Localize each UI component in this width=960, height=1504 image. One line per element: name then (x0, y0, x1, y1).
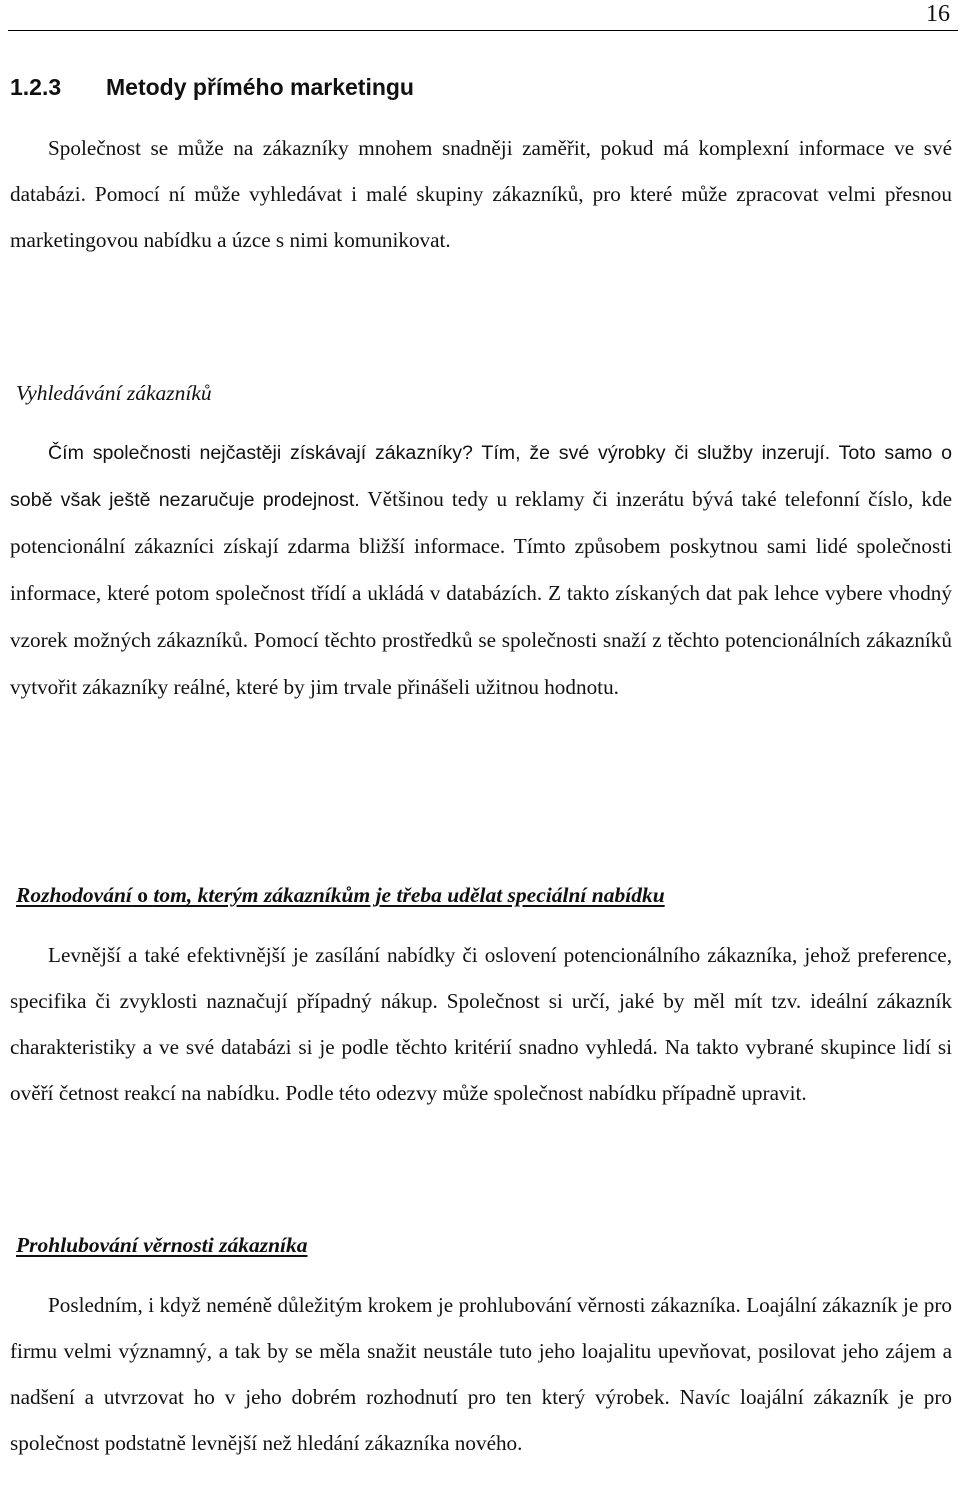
subsection-3-paragraph: Posledním, i když neméně důležitým krokem je prohlubování věrnosti zákazníka. Loajální zákazník je pro firmu velmi významný, a tak by se měla snažit neustále tuto jeho loajalitu upevňovat, posilovat jeho zájem a nadšení a utvrzovat ho v jeho dobrém rozhodnutí pro ten který výrobek. Navíc loajální zákazník je pro společnost podstatně levnější než hledání zákazníka nového. (10, 1293, 952, 1455)
intro-paragraph: Společnost se může na zákazníky mnohem snadněji zaměřit, pokud má komplexní informace ve své databázi. Pomocí ní může vyhledávat i malé skupiny zákazníků, pro které může zpracovat velmi přesnou marketingovou nabídku a úzce s nimi komunikovat. (10, 136, 952, 252)
section-heading (10, 70, 414, 104)
subsection-3-title: Prohlubování věrnosti zákazníka (16, 1233, 308, 1257)
subsection-1-paragraph (10, 430, 952, 711)
subsection-2-title-part3: tom, kterým zákazníkům je třeba udělat speciální nabídku (153, 883, 665, 907)
subsection-2-paragraph: Levnější a také efektivnější je zasílání nabídky či oslovení potencionálního zákazníka, jehož preference, specifika či zvyklosti naznačují případný nákup. Společnost si určí, jaké by měl mít tzv. ideální zákazník charakteristiky a ve své databázi si je podle těchto kritérií snadno vyhledá. Na takto vybrané skupince lidí si ověří četnost reakcí na nabídku. Podle této odezvy může společnost nabídku případně upravit. (10, 943, 952, 1105)
section-number: 1.2.3 (10, 74, 62, 100)
page-number: 16 (926, 1, 950, 27)
header-rule (8, 30, 958, 31)
subsection-1-serif-text: Většinou tedy u reklamy či inzerátu bývá také telefonní číslo, kde potencionální zákazníci získají zdarma bližší informace. Tímto způsobem poskytnou sami lidé společnosti informace, které potom společnost třídí a ukládá v databázích. Z takto získaných dat pak lehce vybere vhodný vzorek možných zákazníků. Pomocí těchto prostředků se společnosti snaží z těchto potencionálních zákazníků vytvořit zákazníky reálné, které by jim trvale přinášeli užitnou hodnotu. (10, 487, 952, 699)
subsection-2-title (16, 880, 665, 910)
subsection-1-sans-text: Čím společnosti nejčastěji získávají zákazníky? Tím, že své výrobky či služby inzerují. Toto samo o sobě však ještě nezaručuje prodejnost. (10, 442, 952, 511)
section-title: Metody přímého marketingu (106, 74, 414, 100)
subsection-2-title-part2: o (131, 883, 154, 907)
subsection-2-title-part1: Rozhodování (16, 883, 132, 907)
subsection-1-title: Vyhledávání zákazníků (16, 381, 212, 405)
